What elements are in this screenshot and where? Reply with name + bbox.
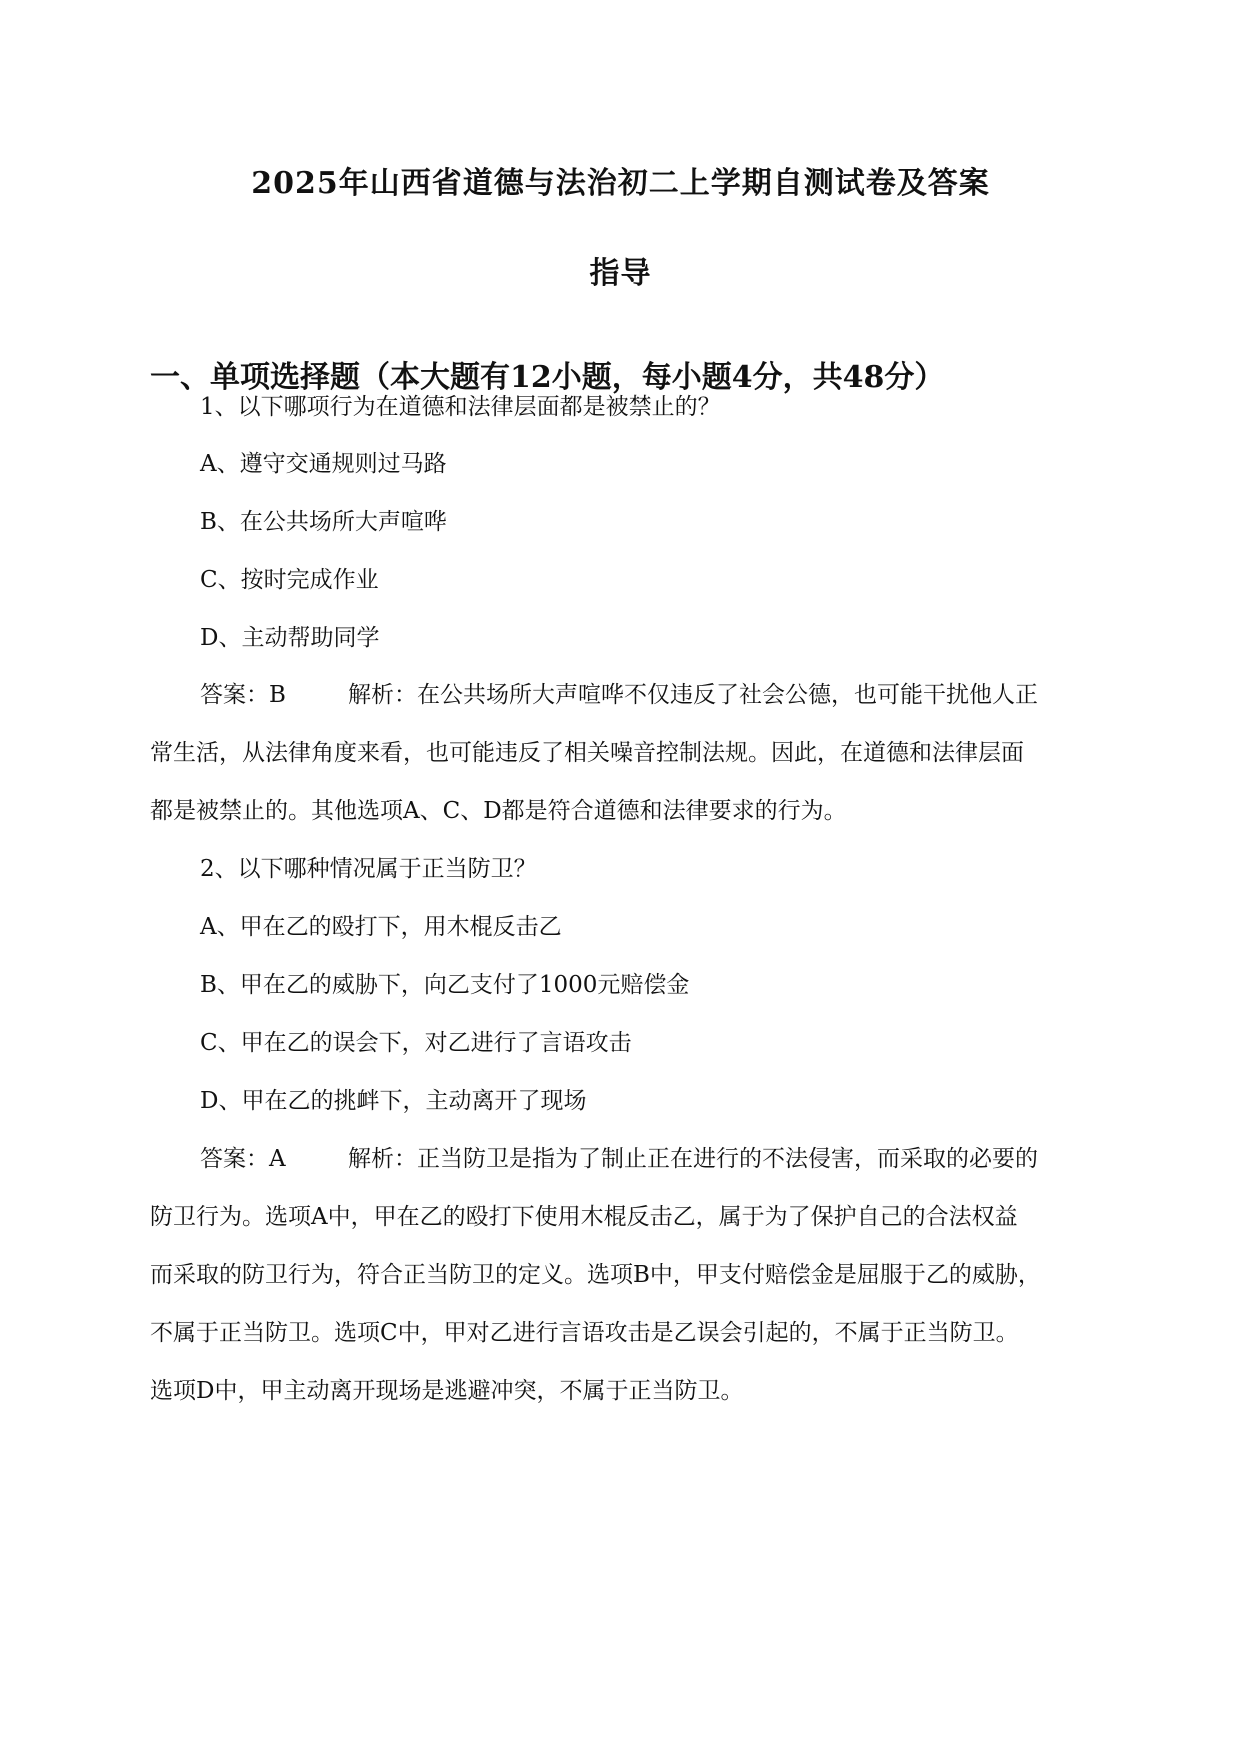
question-2-analysis-line-1: 解析：正当防卫是指为了制止正在进行的不法侵害，而采取的必要的 (348, 1146, 1038, 1172)
document-title-line1: 2025年山西省道德与法治初二上学期自测试卷及答案 (251, 166, 990, 201)
question-1-answer-line (200, 680, 1038, 710)
question-2-option-d: D、甲在乙的挑衅下，主动离开了现场 (200, 1088, 587, 1114)
question-2-analysis-line-2: 防卫行为。选项A中，甲在乙的殴打下使用木棍反击乙，属于为了保护自己的合法权益 (150, 1204, 1018, 1230)
question-1-option-b: B、在公共场所大声喧哗 (200, 509, 447, 535)
question-1-analysis-line-1: 解析：在公共场所大声喧哗不仅违反了社会公德，也可能干扰他人正 (348, 682, 1038, 708)
question-1-stem: 1、以下哪项行为在道德和法律层面都是被禁止的？ (200, 394, 721, 420)
question-1-answer: 答案：B (200, 682, 286, 708)
question-1-option-d: D、主动帮助同学 (200, 625, 380, 651)
question-2-answer-line (200, 1144, 1038, 1174)
question-2-analysis-line-3: 而采取的防卫行为，符合正当防卫的定义。选项B中，甲支付赔偿金是屈服于乙的威胁， (150, 1262, 1041, 1288)
section-heading: 一、单项选择题（本大题有12小题，每小题4分，共48分） (150, 360, 945, 395)
question-1-option-c: C、按时完成作业 (200, 567, 379, 593)
question-2-option-a: A、甲在乙的殴打下，用木棍反击乙 (200, 914, 562, 940)
question-1-analysis-line-2: 常生活，从法律角度来看，也可能违反了相关噪音控制法规。因此，在道德和法律层面 (150, 740, 1024, 766)
question-2-analysis-line-4: 不属于正当防卫。选项C中，甲对乙进行言语攻击是乙误会引起的，不属于正当防卫。 (150, 1320, 1019, 1346)
question-2-answer: 答案：A (200, 1146, 286, 1172)
question-1-analysis-line-3: 都是被禁止的。其他选项A、C、D都是符合道德和法律要求的行为。 (150, 798, 847, 824)
question-1-option-a: A、遵守交通规则过马路 (200, 451, 447, 477)
question-2-analysis-line-5: 选项D中，甲主动离开现场是逃避冲突，不属于正当防卫。 (150, 1378, 744, 1404)
question-2-option-b: B、甲在乙的威胁下，向乙支付了1000元赔偿金 (200, 972, 690, 998)
question-2-stem: 2、以下哪种情况属于正当防卫？ (200, 856, 537, 882)
question-2-option-c: C、甲在乙的误会下，对乙进行了言语攻击 (200, 1030, 632, 1056)
document-title-line2: 指导 (589, 256, 652, 291)
